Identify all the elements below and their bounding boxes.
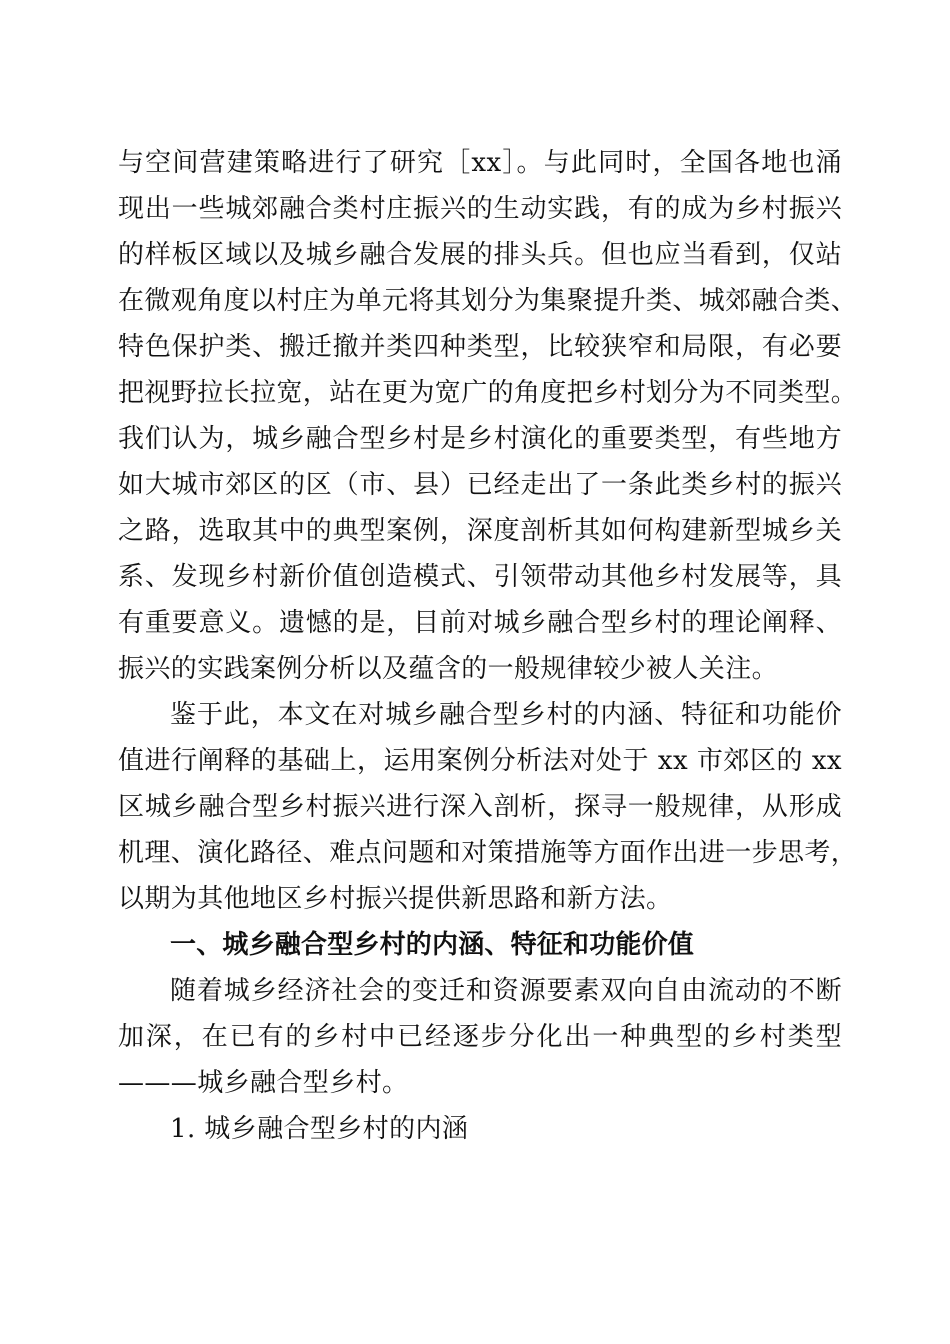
paragraph-line: 值进行阐释的基础上，运用案例分析法对处于 xx 市郊区的 xx — [118, 746, 842, 776]
paragraph-line: 在微观角度以村庄为单元将其划分为集聚提升类、城郊融合类、 — [118, 286, 858, 316]
paragraph-line: 以期为其他地区乡村振兴提供新思路和新方法。 — [118, 884, 673, 914]
paragraph-line: 如大城市郊区的区（市、县）已经走出了一条此类乡村的振兴 — [118, 470, 842, 500]
paragraph-line: 有重要意义。遗憾的是，目前对城乡融合型乡村的理论阐释、 — [118, 608, 842, 638]
paragraph-line: 现出一些城郊融合类村庄振兴的生动实践，有的成为乡村振兴 — [118, 194, 842, 224]
paragraph-line: 特色保护类、搬迁撤并类四种类型，比较狭窄和局限，有必要 — [118, 332, 842, 362]
paragraph-line: 鉴于此，本文在对城乡融合型乡村的内涵、特征和功能价 — [170, 700, 842, 730]
paragraph-line: 把视野拉长拉宽，站在更为宽广的角度把乡村划分为不同类型。 — [118, 378, 858, 408]
paragraph-line: 随着城乡经济社会的变迁和资源要素双向自由流动的不断 — [170, 976, 842, 1006]
paragraph-line: 系、发现乡村新价值创造模式、引领带动其他乡村发展等，具 — [118, 562, 842, 592]
paragraph-line: 之路，选取其中的典型案例，深度剖析其如何构建新型城乡关 — [118, 516, 842, 546]
paragraph-line: 的样板区域以及城乡融合发展的排头兵。但也应当看到，仅站 — [118, 240, 842, 270]
paragraph-line: 机理、演化路径、难点问题和对策措施等方面作出进一步思考， — [118, 838, 858, 868]
paragraph-line: 我们认为，城乡融合型乡村是乡村演化的重要类型，有些地方 — [118, 424, 842, 454]
paragraph-line: 区城乡融合型乡村振兴进行深入剖析，探寻一般规律，从形成 — [118, 792, 842, 822]
section-heading: 一、城乡融合型乡村的内涵、特征和功能价值 — [170, 930, 695, 960]
paragraph-line: 振兴的实践案例分析以及蕴含的一般规律较少被人关注。 — [118, 654, 779, 684]
paragraph-line: ———城乡融合型乡村。 — [118, 1068, 409, 1098]
subsection-heading: 1. 城乡融合型乡村的内涵 — [170, 1114, 469, 1144]
paragraph-line: 与空间营建策略进行了研究［xx］。与此同时，全国各地也涌 — [118, 148, 842, 178]
paragraph-line: 加深，在已有的乡村中已经逐步分化出一种典型的乡村类型 — [118, 1022, 842, 1052]
